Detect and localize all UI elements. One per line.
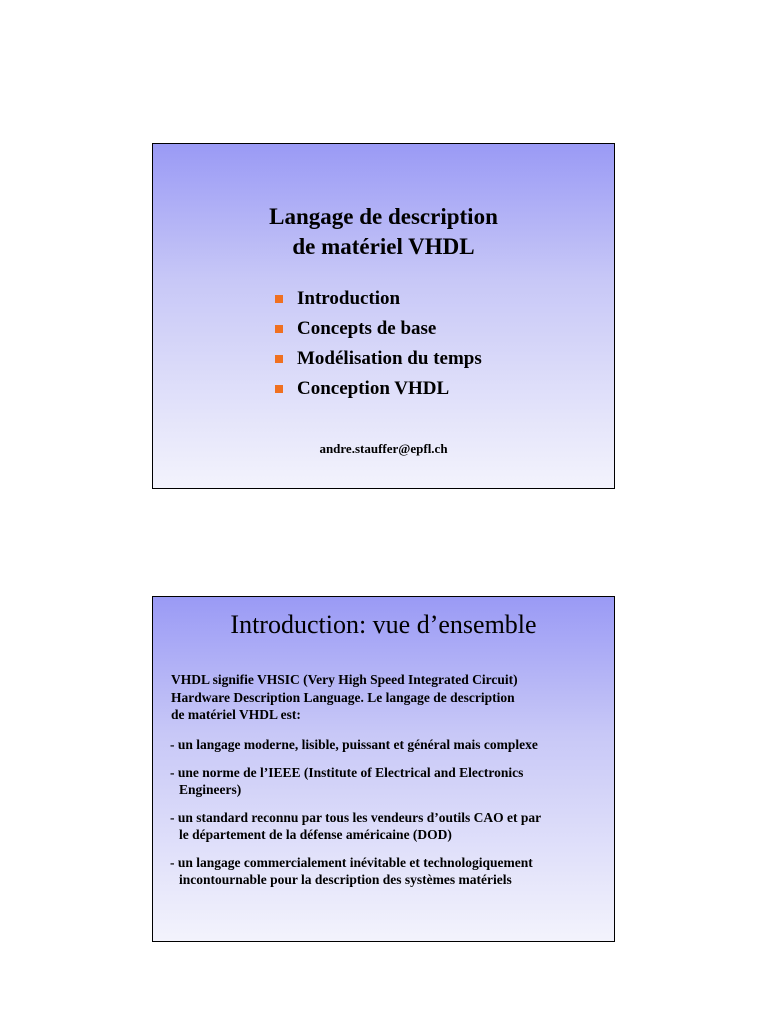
intro-line: Hardware Description Language. Le langage de description xyxy=(171,689,515,705)
point-line: - un standard reconnu par tous les vendeurs d’outils CAO et par xyxy=(170,809,542,825)
title-line-1: Langage de description xyxy=(269,204,498,229)
author-email: andre.stauffer@epfl.ch xyxy=(319,441,448,456)
point-line: - un langage commercialement inévitable et technologiquement xyxy=(170,854,533,870)
intro-line: VHDL signifie VHSIC (Very High Speed Integrated Circuit) xyxy=(171,672,518,687)
square-bullet-icon xyxy=(275,295,283,303)
slide-heading: Introduction: vue d’ensemble xyxy=(230,610,537,639)
topic-item xyxy=(273,374,482,404)
points-list xyxy=(170,736,610,899)
intro-paragraph xyxy=(171,671,601,724)
point-item xyxy=(170,736,610,754)
topic-label: Modélisation du temps xyxy=(297,348,482,369)
topic-label: Conception VHDL xyxy=(297,378,450,399)
intro-line: de matériel VHDL est: xyxy=(171,707,301,722)
square-bullet-icon xyxy=(275,385,283,393)
slide-introduction xyxy=(152,596,615,942)
square-bullet-icon xyxy=(275,325,283,333)
topics-list xyxy=(273,284,482,404)
topic-label: Introduction xyxy=(297,288,401,309)
point-item xyxy=(170,764,610,799)
point-line: - une norme de l’IEEE (Institute of Electrical and Electronics xyxy=(170,764,524,780)
point-line: Engineers) xyxy=(179,782,242,797)
topic-item xyxy=(273,314,482,344)
title-line-2: de matériel VHDL xyxy=(292,234,475,259)
slide-title-heading xyxy=(153,202,614,262)
topic-label: Concepts de base xyxy=(297,318,437,339)
topic-item xyxy=(273,284,482,314)
topic-item xyxy=(273,344,482,374)
point-item xyxy=(170,854,610,889)
point-line: le département de la défense américaine (DOD) xyxy=(179,827,452,842)
point-line: - un langage moderne, lisible, puissant et général mais complexe xyxy=(170,737,538,752)
point-line: incontournable pour la description des systèmes matériels xyxy=(179,872,512,887)
slide-title xyxy=(152,143,615,489)
point-item xyxy=(170,809,610,844)
square-bullet-icon xyxy=(275,355,283,363)
